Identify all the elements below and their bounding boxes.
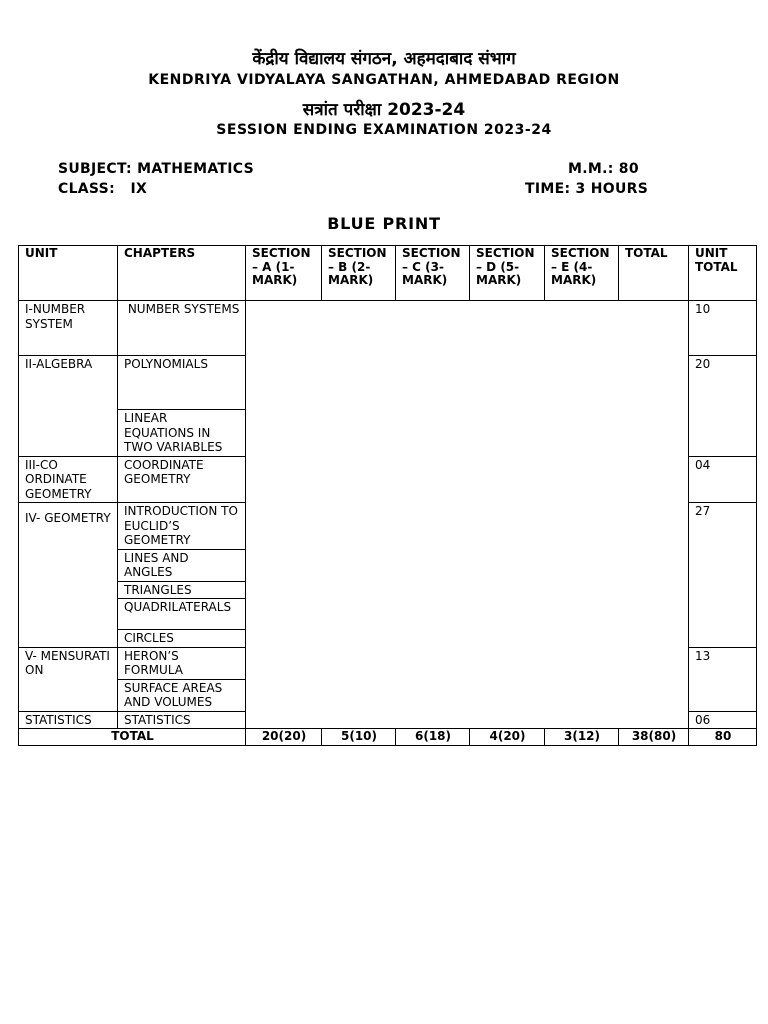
unit-total-cell: 10 xyxy=(689,301,757,356)
marks-blank-area xyxy=(246,301,689,729)
section-d-total: 4(20) xyxy=(470,729,545,746)
subject-label: SUBJECT: MATHEMATICS xyxy=(58,161,254,177)
section-b-total: 5(10) xyxy=(322,729,396,746)
column-header: SECTION – D (5- MARK) xyxy=(470,246,545,301)
totals-row xyxy=(19,729,757,746)
org-name-english: KENDRIYA VIDYALAYA SANGATHAN, AHMEDABAD REGION xyxy=(148,72,620,88)
total-label: TOTAL xyxy=(19,729,246,746)
unit-cell: III-CO ORDINATE GEOMETRY xyxy=(19,456,118,503)
chapter-cell: NUMBER SYSTEMS xyxy=(118,301,246,356)
unit-cell: STATISTICS xyxy=(19,711,118,729)
column-header: UNIT TOTAL xyxy=(689,246,757,301)
class-label: CLASS: IX xyxy=(58,181,148,197)
chapter-cell: HERON’S FORMULA xyxy=(118,647,246,679)
time-label: TIME: 3 HOURS xyxy=(525,181,649,197)
chapter-cell: LINEAR EQUATIONS IN TWO VARIABLES xyxy=(118,410,246,457)
unit-cell: I-NUMBER SYSTEM xyxy=(19,301,118,356)
grand-total: 38(80) xyxy=(619,729,689,746)
unit-total-cell: 13 xyxy=(689,647,757,711)
column-header: CHAPTERS xyxy=(118,246,246,301)
unit-cell: II-ALGEBRA xyxy=(19,356,118,457)
column-header: SECTION – E (4- MARK) xyxy=(545,246,619,301)
exam-name-hindi: सत्रांत परीक्षा 2023-24 xyxy=(302,100,466,120)
section-e-total: 3(12) xyxy=(545,729,619,746)
chapter-cell: LINES AND ANGLES xyxy=(118,549,246,581)
unit-total-cell: 20 xyxy=(689,356,757,457)
blueprint-table xyxy=(18,245,757,746)
chapter-cell: POLYNOMIALS xyxy=(118,356,246,410)
chapter-cell: COORDINATE GEOMETRY xyxy=(118,456,246,503)
unit-total-cell: 06 xyxy=(689,711,757,729)
column-header: SECTION – C (3- MARK) xyxy=(396,246,470,301)
unit-cell: V- MENSURATION xyxy=(19,647,118,711)
column-header: UNIT xyxy=(19,246,118,301)
chapter-cell: QUADRILATERALS xyxy=(118,599,246,630)
chapter-cell: STATISTICS xyxy=(118,711,246,729)
unit-total-cell: 04 xyxy=(689,456,757,503)
chapter-cell: CIRCLES xyxy=(118,630,246,648)
section-a-total: 20(20) xyxy=(246,729,322,746)
column-header: SECTION – A (1- MARK) xyxy=(246,246,322,301)
unit-cell: IV- GEOMETRY xyxy=(19,503,118,648)
chapter-cell: TRIANGLES xyxy=(118,581,246,599)
section-c-total: 6(18) xyxy=(396,729,470,746)
column-header: SECTION – B (2- MARK) xyxy=(322,246,396,301)
unit-total-cell: 27 xyxy=(689,503,757,648)
max-marks-label: M.M.: 80 xyxy=(568,161,639,177)
exam-name-english: SESSION ENDING EXAMINATION 2023-24 xyxy=(216,122,552,138)
org-name-hindi: केंद्रीय विद्यालय संगठन, अहमदाबाद संभाग xyxy=(252,49,516,69)
unit-grand-total: 80 xyxy=(689,729,757,746)
table-header-row xyxy=(19,246,757,301)
chapter-cell: SURFACE AREAS AND VOLUMES xyxy=(118,679,246,711)
chapter-cell: INTRODUCTION TO EUCLID’S GEOMETRY xyxy=(118,503,246,550)
blueprint-title: BLUE PRINT xyxy=(327,214,441,233)
column-header: TOTAL xyxy=(619,246,689,301)
table-row xyxy=(19,301,757,356)
